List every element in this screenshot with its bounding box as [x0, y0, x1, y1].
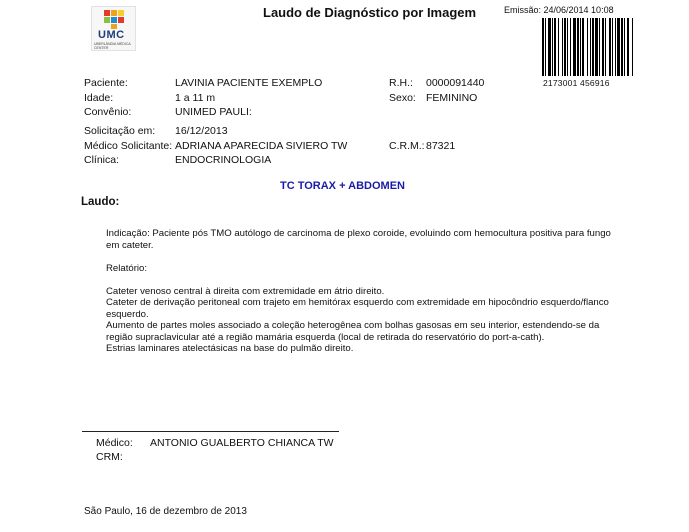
signing-doctor-label: Médico: — [96, 437, 133, 449]
logo-subtext: UBERLÂNDIA MÉDICA CENTER — [94, 42, 131, 50]
request-date: 16/12/2013 — [175, 125, 228, 137]
requesting-doctor-label: Médico Solicitante: — [84, 140, 173, 152]
insurance-label: Convênio: — [84, 106, 132, 118]
report-findings — [106, 286, 611, 355]
patient-name: LAVINIA PACIENTE EXEMPLO — [175, 77, 323, 89]
finding-item: Cateter de derivação peritoneal com trajeto em hemitórax esquerdo com extremidade em hipocôndrio esquerdo/flanco esquerdo. — [106, 297, 609, 320]
age-value: 1 a 11 m — [175, 92, 216, 104]
age-label: Idade: — [84, 92, 114, 104]
relatorio-label: Relatório: — [106, 262, 148, 274]
barcode — [540, 18, 676, 76]
report-indication: Indicação: Paciente pós TMO autólogo de carcinoma de plexo coroide, evoluindo com hemocultura positiva para fungo em cateter. — [106, 228, 611, 251]
signing-doctor: ANTONIO GUALBERTO CHIANCA TW — [150, 437, 334, 449]
barcode-number: 2173001 456916 — [543, 78, 610, 88]
finding-item: Estrias laminares atelectásicas na base do pulmão direito. — [106, 343, 354, 354]
signing-crm-label: CRM: — [96, 451, 123, 463]
finding-item: Aumento de partes moles associado a coleção heterogênea com bolhas gasosas em seu interior, estendendo-se da região supraclavicular até a região mamária esquerda (local de retirada do reservatório do port-a-cath). — [106, 320, 600, 343]
place-date: São Paulo, 16 de dezembro de 2013 — [84, 506, 247, 517]
sex-label: Sexo: — [389, 92, 416, 104]
crm-value: 87321 — [426, 140, 456, 152]
document-title: Laudo de Diagnóstico por Imagem — [263, 5, 477, 20]
emission-date: Emissão: 24/06/2014 10:08 — [504, 5, 614, 15]
logo-text: UMC — [98, 29, 125, 41]
patient-label: Paciente: — [84, 77, 128, 89]
exam-title: TC TORAX + ABDOMEN — [280, 180, 405, 192]
requesting-doctor: ADRIANA APARECIDA SIVIERO TW — [175, 140, 348, 152]
clinic-label: Clínica: — [84, 154, 120, 166]
umc-logo — [91, 6, 136, 51]
report-heading: Laudo: — [81, 196, 120, 208]
finding-item: Cateter venoso central à direita com extremidade em átrio direito. — [106, 285, 385, 297]
signature-line — [82, 431, 339, 432]
crm-label: C.R.M.: — [389, 140, 425, 152]
rh-value: 0000091440 — [426, 77, 485, 89]
clinic-value: ENDOCRINOLOGIA — [175, 154, 272, 166]
report-body — [106, 228, 611, 355]
insurance-value: UNIMED PAULI: — [175, 106, 252, 118]
rh-label: R.H.: — [389, 77, 413, 89]
request-date-label: Solicitação em: — [84, 125, 156, 137]
sex-value: FEMININO — [426, 92, 478, 104]
